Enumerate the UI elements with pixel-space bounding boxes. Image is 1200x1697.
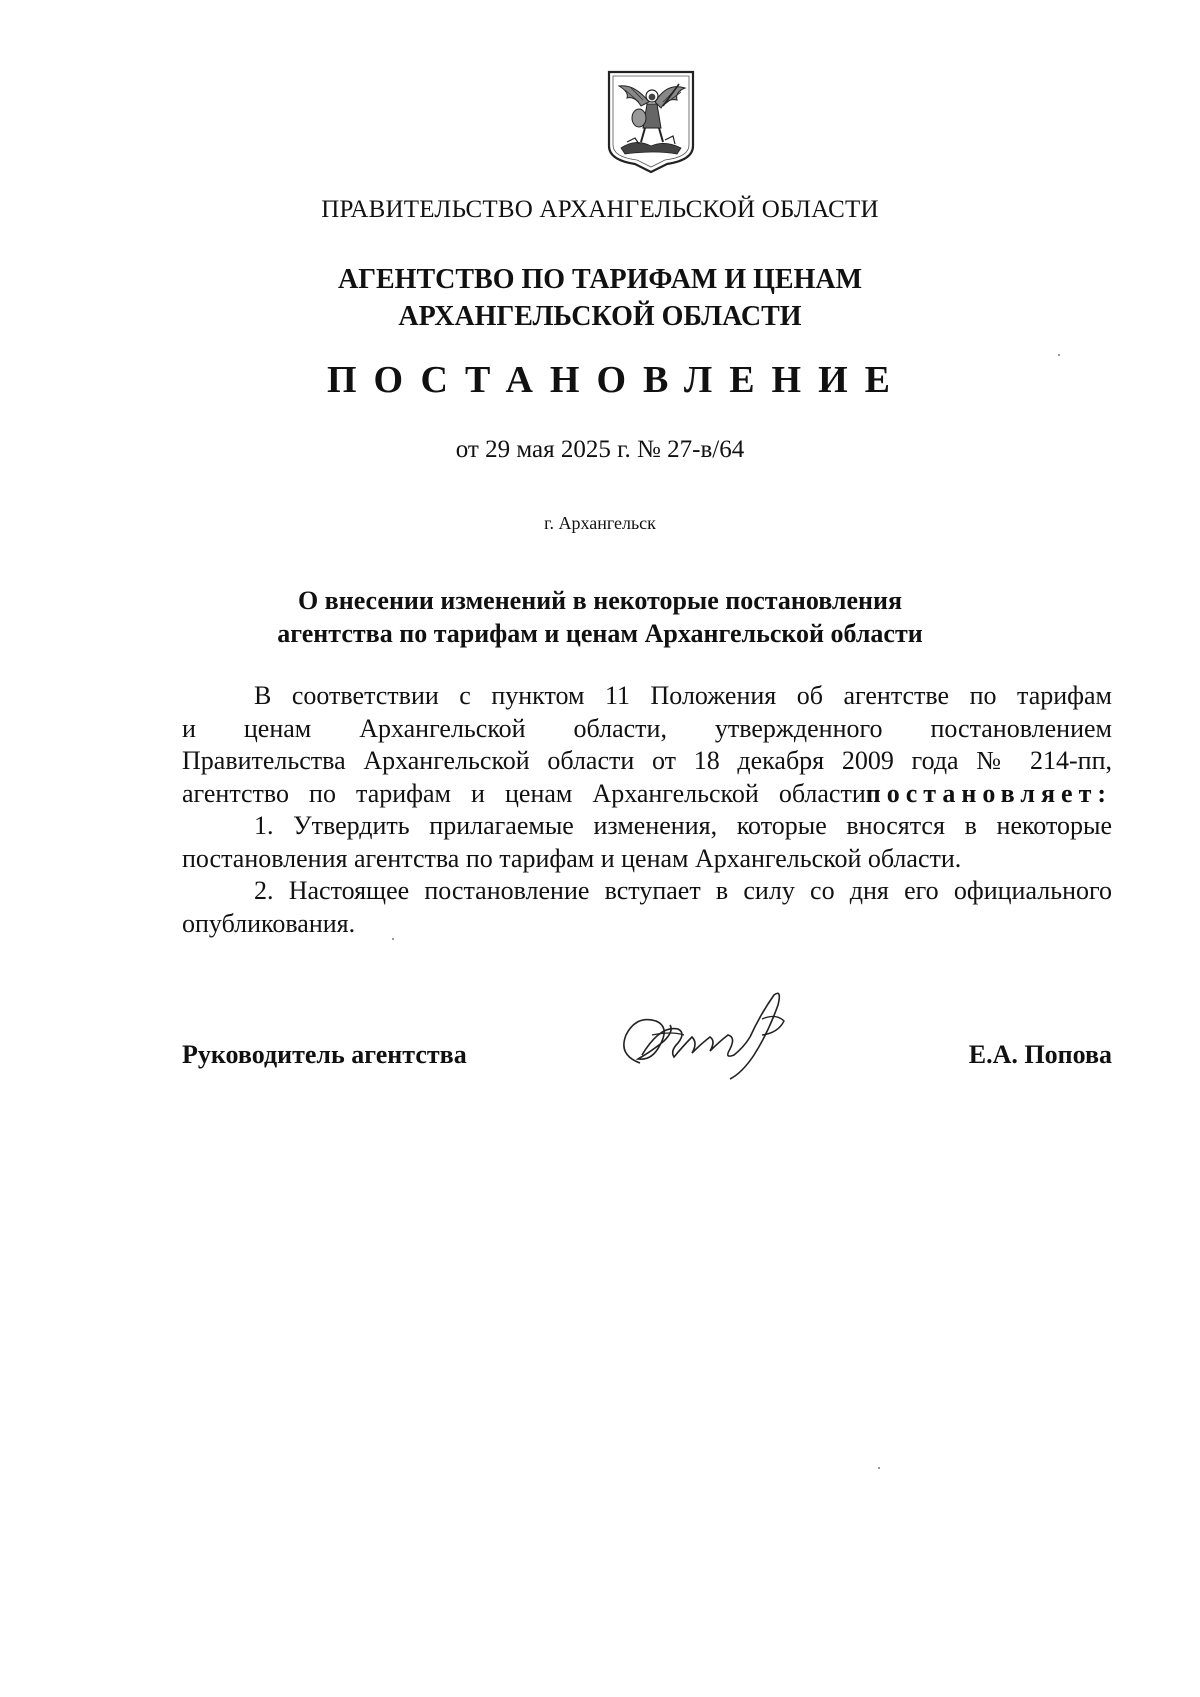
- scan-speck: [392, 938, 394, 940]
- scan-speck: [878, 1467, 880, 1469]
- body-line: [182, 778, 1112, 811]
- document-type: ПОСТАНОВЛЕНИЕ: [326, 359, 908, 401]
- body-line: Правительства Архангельской области от 18 декабря 2009 года № 214-пп,: [182, 746, 1112, 775]
- scan-speck: [1058, 354, 1060, 356]
- document-date-number: от 29 мая 2025 г. № 27-в/64: [455, 436, 745, 463]
- agency-title-line-2: АРХАНГЕЛЬСКОЙ ОБЛАСТИ: [398, 301, 802, 332]
- document-subject: [0, 584, 1200, 650]
- body-line: 1. Утвердить прилагаемые изменения, которые вносятся в некоторые: [254, 811, 1112, 840]
- agency-title-line-1: АГЕНТСТВО ПО ТАРИФАМ И ЦЕНАМ: [337, 264, 863, 295]
- signatory-role: Руководитель агентства: [182, 1040, 467, 1069]
- signatory-name: Е.А. Попова: [968, 1040, 1112, 1069]
- handwritten-signature-icon: [612, 985, 812, 1080]
- government-title: ПРАВИТЕЛЬСТВО АРХАНГЕЛЬСКОЙ ОБЛАСТИ: [321, 196, 879, 223]
- document-city: г. Архангельск: [544, 513, 656, 533]
- body-line: 2. Настоящее постановление вступает в силу со дня его официального: [254, 876, 1112, 905]
- document-body: [182, 680, 1112, 940]
- body-line: и ценам Архангельской области, утвержденного постановлением: [182, 713, 1112, 743]
- body-line: В соответствии с пунктом 11 Положения об агентстве по тарифам: [254, 681, 1112, 710]
- body-line-text: агентство по тарифам и ценам Архангельской области: [182, 778, 866, 808]
- subject-line-2: агентства по тарифам и ценам Архангельской области: [277, 619, 923, 648]
- agency-title: [0, 261, 1200, 335]
- body-line: опубликования.: [182, 908, 356, 938]
- coat-of-arms-icon: [605, 68, 697, 176]
- body-line: постановления агентства по тарифам и ценам Архангельской области.: [182, 843, 962, 873]
- subject-line-1: О внесении изменений в некоторые постановления: [297, 586, 903, 615]
- decree-word: постановляет:: [865, 778, 1112, 808]
